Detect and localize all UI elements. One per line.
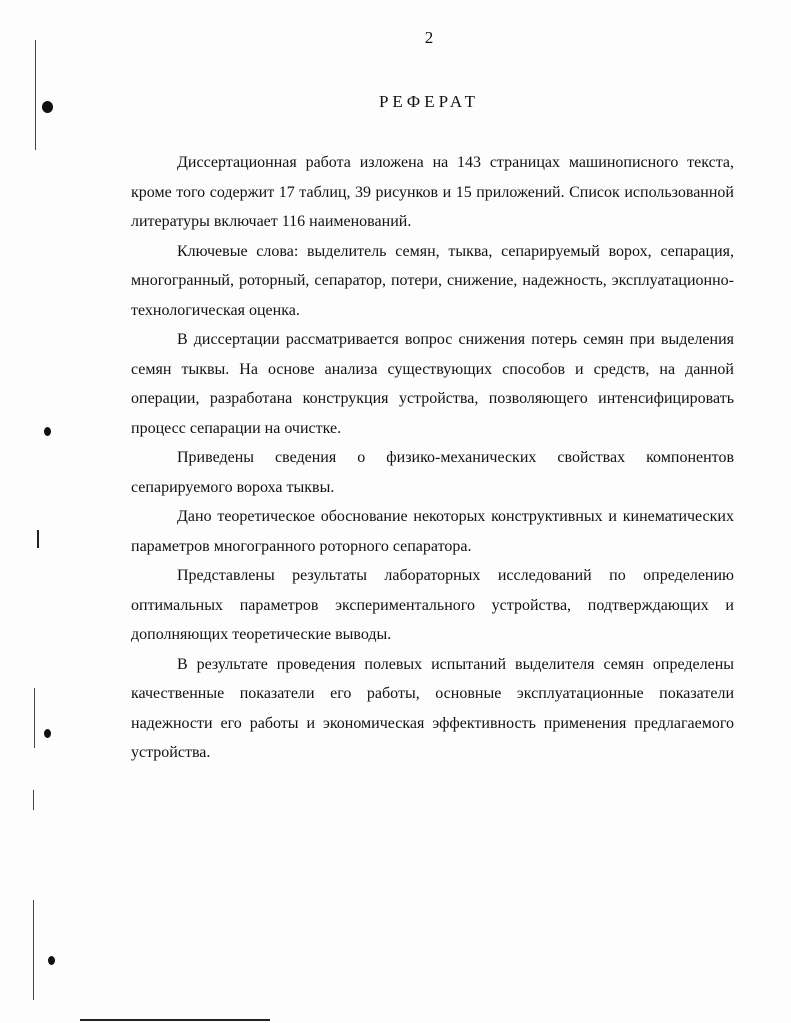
document-heading: РЕФЕРАТ [378, 92, 480, 111]
paragraph: В диссертации рассматривается вопрос снижения потерь семян при выделения семян тыквы. На основе анализа существующих способов и средств, на данной операции, разработана конструкция устройства, позволяющего интенсифицировать процесс сепарации на очистке. [131, 331, 734, 437]
binder-hole-mark [48, 956, 55, 965]
binder-hole-mark [44, 427, 51, 436]
scan-bottom-line [80, 1019, 270, 1021]
scan-edge-line [33, 790, 34, 810]
scan-edge-line [33, 900, 34, 1000]
paragraph: Представлены результаты лабораторных исследований по определению оптимальных параметров экспериментального устройства, подтверждающих и дополняющих теоретические выводы. [131, 567, 734, 643]
paragraph: В результате проведения полевых испытаний выделителя семян определены качественные показатели его работы, основные эксплуатационные показатели надежности его работы и экономическая эффективность применения предлагаемого устройства. [131, 655, 734, 761]
paragraph: Приведены сведения о физико-механических свойствах компонентов сепарируемого вороха тыквы. [131, 449, 734, 496]
paragraph: Ключевые слова: выделитель семян, тыква, сепарируемый ворох, сепарация, многогранный, роторный, сепаратор, потери, снижение, надежность, эксплуатационно-технологическая оценка. [131, 242, 734, 319]
paragraph: Диссертационная работа изложена на 143 страницах машинописного текста, кроме того содержит 17 таблиц, 39 рисунков и 15 приложений. Список использованной литературы включает 116 наименований. [131, 154, 734, 230]
scan-edge-line [34, 688, 35, 748]
abstract-body [131, 148, 734, 768]
page-number: 2 [424, 28, 434, 47]
scan-edge-line [37, 530, 39, 548]
binder-hole-mark [44, 729, 51, 738]
paragraph: Дано теоретическое обоснование некоторых конструктивных и кинематических параметров многогранного роторного сепаратора. [131, 508, 734, 555]
